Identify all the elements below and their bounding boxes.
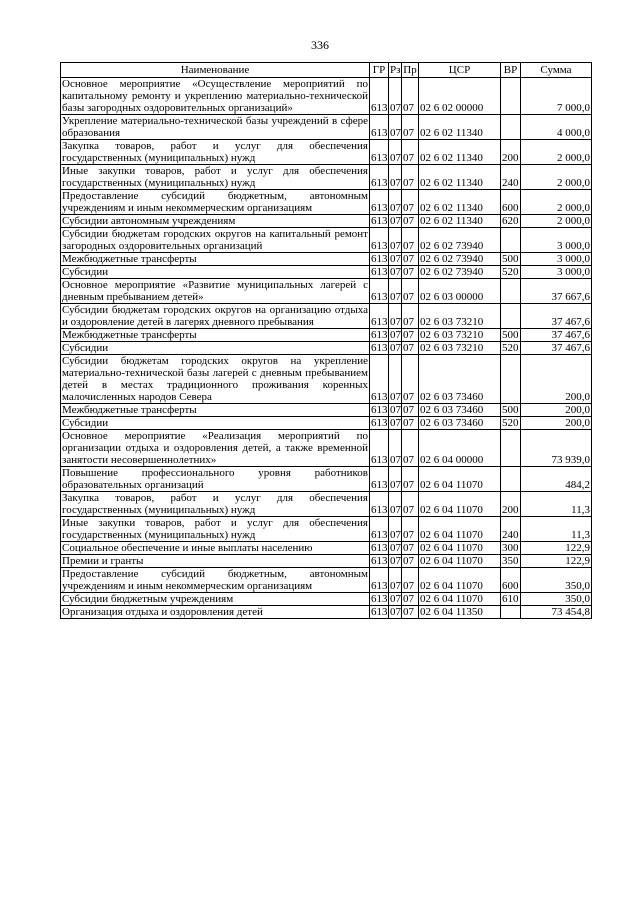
cell-pr: 07	[402, 355, 419, 404]
cell-name: Иные закупки товаров, работ и услуг для обеспечения государственных (муниципальных) нужд	[62, 517, 368, 541]
cell-rz: 07	[389, 304, 402, 329]
cell-sum: 200,0	[521, 404, 592, 417]
cell-name: Основное мероприятие «Осуществление мероприятий по капитальному ремонту и укреплению материально-технической базы загородных оздоровительных организаций»	[62, 78, 368, 114]
cell-vr: 500	[502, 329, 519, 341]
cell-vr: 200	[501, 492, 521, 517]
cell-vr: 500	[502, 404, 519, 416]
table-row	[61, 430, 592, 467]
table-row	[61, 279, 592, 304]
cell-pr: 07	[402, 555, 419, 568]
cell-rz: 07	[389, 115, 402, 140]
table-row	[61, 140, 592, 165]
header-vr: ВР	[501, 63, 521, 78]
cell-name: Субсидии автономным учреждениям	[61, 215, 370, 228]
cell-pr: 07	[402, 329, 419, 342]
cell-vr	[501, 355, 521, 404]
cell-gr: 613	[371, 266, 388, 278]
cell-csr: 02 6 03 73460	[419, 355, 501, 404]
header-csr: ЦСР	[419, 63, 501, 78]
cell-name: Укрепление материально-технической базы учреждений в сфере образования	[62, 115, 368, 139]
cell-gr: 613	[371, 593, 388, 605]
cell-name: Организация отдыха и оздоровления детей	[61, 606, 370, 619]
cell-sum: 37 467,6	[521, 304, 592, 329]
cell-name: Социальное обеспечение и иные выплаты населению	[61, 542, 370, 555]
cell-vr	[501, 467, 521, 492]
cell-rz: 07	[389, 78, 402, 115]
cell-name: Субсидии бюджетам городских округов на укрепление материально-технической базы лагерей с дневным пребыванием детей в местах традиционного проживания коренных малочисленных народов Севера	[62, 355, 368, 403]
cell-sum: 37 467,6	[521, 342, 592, 355]
cell-gr: 613	[371, 342, 388, 354]
cell-sum: 3 000,0	[521, 228, 592, 253]
cell-rz: 07	[389, 165, 402, 190]
cell-name: Субсидии	[61, 266, 370, 279]
table-row	[61, 342, 592, 355]
cell-gr: 613	[370, 228, 389, 253]
cell-gr: 613	[371, 253, 388, 265]
cell-csr: 02 6 03 73210	[419, 304, 501, 329]
cell-pr: 07	[402, 467, 419, 492]
cell-sum: 37 667,6	[521, 279, 592, 304]
cell-rz: 07	[389, 430, 402, 467]
cell-rz: 07	[389, 355, 402, 404]
cell-gr: 613	[371, 555, 388, 567]
cell-name: Межбюджетные трансферты	[61, 253, 370, 266]
cell-rz: 07	[390, 606, 401, 618]
cell-pr: 07	[402, 492, 419, 517]
cell-rz: 07	[390, 329, 401, 341]
cell-csr: 02 6 03 00000	[419, 279, 501, 304]
table-row	[61, 266, 592, 279]
cell-gr: 613	[370, 467, 389, 492]
table-row	[61, 593, 592, 606]
cell-sum: 484,2	[521, 467, 592, 492]
cell-csr: 02 6 03 73210	[419, 342, 501, 355]
cell-pr: 07	[402, 593, 419, 606]
cell-sum: 200,0	[521, 355, 592, 404]
cell-gr: 613	[370, 165, 389, 190]
cell-csr: 02 6 04 11070	[419, 555, 501, 568]
cell-sum: 7 000,0	[521, 78, 592, 115]
cell-vr	[501, 78, 521, 115]
cell-vr: 350	[502, 555, 519, 567]
cell-name: Субсидии	[61, 342, 370, 355]
cell-name: Основное мероприятие «Реализация мероприятий по организации отдыха и оздоровления детей, а также временной занятости несовершеннолетних»	[62, 430, 368, 466]
cell-vr: 600	[501, 190, 521, 215]
cell-csr: 02 6 02 11340	[419, 115, 501, 140]
cell-sum: 2 000,0	[521, 215, 592, 228]
cell-name: Повышение профессионального уровня работников образовательных организаций	[62, 467, 368, 491]
cell-rz: 07	[390, 253, 401, 265]
cell-gr: 613	[371, 404, 388, 416]
table-body	[61, 78, 592, 619]
cell-sum: 350,0	[521, 568, 592, 593]
cell-gr: 613	[370, 78, 389, 115]
cell-csr: 02 6 04 11070	[419, 467, 501, 492]
cell-name: Межбюджетные трансферты	[61, 329, 370, 342]
cell-rz: 07	[389, 140, 402, 165]
cell-rz: 07	[390, 417, 401, 429]
cell-gr: 613	[371, 417, 388, 429]
cell-rz: 07	[390, 342, 401, 354]
cell-sum: 122,9	[521, 542, 592, 555]
cell-sum: 2 000,0	[521, 165, 592, 190]
table-row	[61, 228, 592, 253]
budget-table	[60, 62, 592, 619]
cell-csr: 02 6 02 11340	[419, 190, 501, 215]
cell-pr: 07	[402, 568, 419, 593]
cell-vr: 200	[501, 140, 521, 165]
cell-pr: 07	[402, 430, 419, 467]
cell-vr: 240	[501, 165, 521, 190]
header-gr: ГР	[370, 63, 389, 78]
cell-rz: 07	[389, 279, 402, 304]
table-row	[61, 304, 592, 329]
cell-csr: 02 6 03 73460	[419, 404, 501, 417]
cell-gr: 613	[370, 492, 389, 517]
table-row	[61, 555, 592, 568]
cell-gr: 613	[370, 304, 389, 329]
cell-pr: 07	[402, 304, 419, 329]
cell-pr: 07	[402, 190, 419, 215]
cell-sum: 73 939,0	[521, 430, 592, 467]
cell-vr: 240	[501, 517, 521, 542]
table-row	[61, 190, 592, 215]
cell-vr: 620	[502, 215, 519, 227]
cell-sum: 3 000,0	[521, 253, 592, 266]
cell-csr: 02 6 04 11070	[419, 568, 501, 593]
cell-sum: 350,0	[521, 593, 592, 606]
cell-name: Основное мероприятие «Развитие муниципальных лагерей с дневным пребыванием детей»	[62, 279, 368, 303]
cell-vr: 610	[502, 593, 519, 605]
cell-csr: 02 6 04 11070	[419, 542, 501, 555]
cell-vr: 520	[502, 266, 519, 278]
cell-gr: 613	[371, 215, 388, 227]
table-header-row	[61, 63, 592, 78]
header-sum: Сумма	[521, 63, 592, 78]
cell-pr: 07	[402, 78, 419, 115]
cell-gr: 613	[370, 355, 389, 404]
table-row	[61, 404, 592, 417]
table-row	[61, 492, 592, 517]
cell-pr: 07	[402, 115, 419, 140]
cell-vr: 520	[502, 417, 519, 429]
cell-vr	[501, 228, 521, 253]
cell-gr: 613	[370, 568, 389, 593]
page-number: 336	[311, 38, 329, 52]
cell-gr: 613	[370, 517, 389, 542]
table-row	[61, 542, 592, 555]
table-row	[61, 355, 592, 404]
cell-vr: 600	[501, 568, 521, 593]
cell-rz: 07	[389, 492, 402, 517]
cell-csr: 02 6 02 73940	[419, 253, 501, 266]
cell-name: Иные закупки товаров, работ и услуг для обеспечения государственных (муниципальных) нужд	[62, 165, 368, 189]
cell-rz: 07	[389, 228, 402, 253]
cell-pr: 07	[402, 253, 419, 266]
cell-csr: 02 6 04 11350	[419, 606, 501, 619]
header-pr: Пр	[403, 64, 417, 76]
cell-rz: 07	[389, 568, 402, 593]
table-row	[61, 417, 592, 430]
table-row	[61, 78, 592, 115]
table-row	[61, 568, 592, 593]
cell-name: Закупка товаров, работ и услуг для обеспечения государственных (муниципальных) нужд	[62, 140, 368, 164]
header-rz: Рз	[390, 64, 401, 76]
cell-rz: 07	[389, 467, 402, 492]
cell-csr: 02 6 02 11340	[419, 140, 501, 165]
cell-gr: 613	[370, 190, 389, 215]
cell-csr: 02 6 03 73460	[419, 417, 501, 430]
cell-name: Предоставление субсидий бюджетным, автономным учреждениям и иным некоммерческим организациям	[62, 568, 368, 592]
table-row	[61, 606, 592, 619]
cell-rz: 07	[390, 542, 401, 554]
cell-gr: 613	[370, 115, 389, 140]
cell-sum: 73 454,8	[521, 606, 592, 619]
cell-sum: 3 000,0	[521, 266, 592, 279]
cell-name: Субсидии бюджетам городских округов на организацию отдыха и оздоровление детей в лагерях дневного пребывания	[62, 304, 368, 328]
cell-sum: 11,3	[521, 517, 592, 542]
table-row	[61, 253, 592, 266]
cell-rz: 07	[390, 215, 401, 227]
cell-vr	[501, 115, 521, 140]
cell-sum: 4 000,0	[521, 115, 592, 140]
cell-csr: 02 6 02 73940	[419, 266, 501, 279]
cell-pr: 07	[402, 140, 419, 165]
cell-vr: 500	[502, 253, 519, 265]
cell-sum: 200,0	[521, 417, 592, 430]
cell-name: Премии и гранты	[61, 555, 370, 568]
cell-csr: 02 6 02 73940	[419, 228, 501, 253]
cell-csr: 02 6 04 11070	[419, 517, 501, 542]
cell-vr: 520	[502, 342, 519, 354]
cell-pr: 07	[402, 279, 419, 304]
cell-vr	[501, 606, 521, 619]
cell-csr: 02 6 04 11070	[419, 492, 501, 517]
cell-name: Субсидии бюджетам городских округов на капитальный ремонт загородных оздоровительных организаций	[62, 228, 368, 252]
cell-rz: 07	[389, 190, 402, 215]
cell-rz: 07	[390, 266, 401, 278]
cell-pr: 07	[402, 606, 419, 619]
cell-pr: 07	[402, 517, 419, 542]
cell-sum: 11,3	[521, 492, 592, 517]
cell-gr: 613	[370, 430, 389, 467]
cell-rz: 07	[390, 555, 401, 567]
cell-csr: 02 6 04 00000	[419, 430, 501, 467]
cell-pr: 07	[402, 404, 419, 417]
cell-pr: 07	[402, 342, 419, 355]
cell-vr	[501, 279, 521, 304]
cell-rz: 07	[390, 593, 401, 605]
cell-pr: 07	[402, 417, 419, 430]
table-row	[61, 215, 592, 228]
table-row	[61, 517, 592, 542]
cell-gr: 613	[371, 606, 388, 618]
cell-csr: 02 6 02 00000	[419, 78, 501, 115]
cell-name: Субсидии бюджетным учреждениям	[61, 593, 370, 606]
cell-sum: 2 000,0	[521, 190, 592, 215]
cell-csr: 02 6 02 11340	[419, 215, 501, 228]
cell-csr: 02 6 03 73210	[419, 329, 501, 342]
cell-gr: 613	[371, 542, 388, 554]
cell-pr: 07	[402, 165, 419, 190]
cell-pr: 07	[402, 266, 419, 279]
cell-name: Предоставление субсидий бюджетным, автономным учреждениям и иным некоммерческим организациям	[62, 190, 368, 214]
cell-name: Межбюджетные трансферты	[61, 404, 370, 417]
table-row	[61, 467, 592, 492]
cell-vr	[501, 430, 521, 467]
cell-pr: 07	[402, 542, 419, 555]
cell-vr	[501, 304, 521, 329]
cell-csr: 02 6 02 11340	[419, 165, 501, 190]
cell-gr: 613	[370, 140, 389, 165]
cell-gr: 613	[370, 279, 389, 304]
cell-vr: 300	[502, 542, 519, 554]
cell-pr: 07	[402, 228, 419, 253]
cell-name: Закупка товаров, работ и услуг для обеспечения государственных (муниципальных) нужд	[62, 492, 368, 516]
cell-name: Субсидии	[61, 417, 370, 430]
table-row	[61, 115, 592, 140]
cell-gr: 613	[371, 329, 388, 341]
cell-sum: 122,9	[521, 555, 592, 568]
table-row	[61, 165, 592, 190]
cell-sum: 37 467,6	[521, 329, 592, 342]
cell-sum: 2 000,0	[521, 140, 592, 165]
cell-rz: 07	[389, 517, 402, 542]
cell-csr: 02 6 04 11070	[419, 593, 501, 606]
header-name: Наименование	[61, 63, 370, 78]
cell-rz: 07	[390, 404, 401, 416]
cell-pr: 07	[402, 215, 419, 228]
table-row	[61, 329, 592, 342]
